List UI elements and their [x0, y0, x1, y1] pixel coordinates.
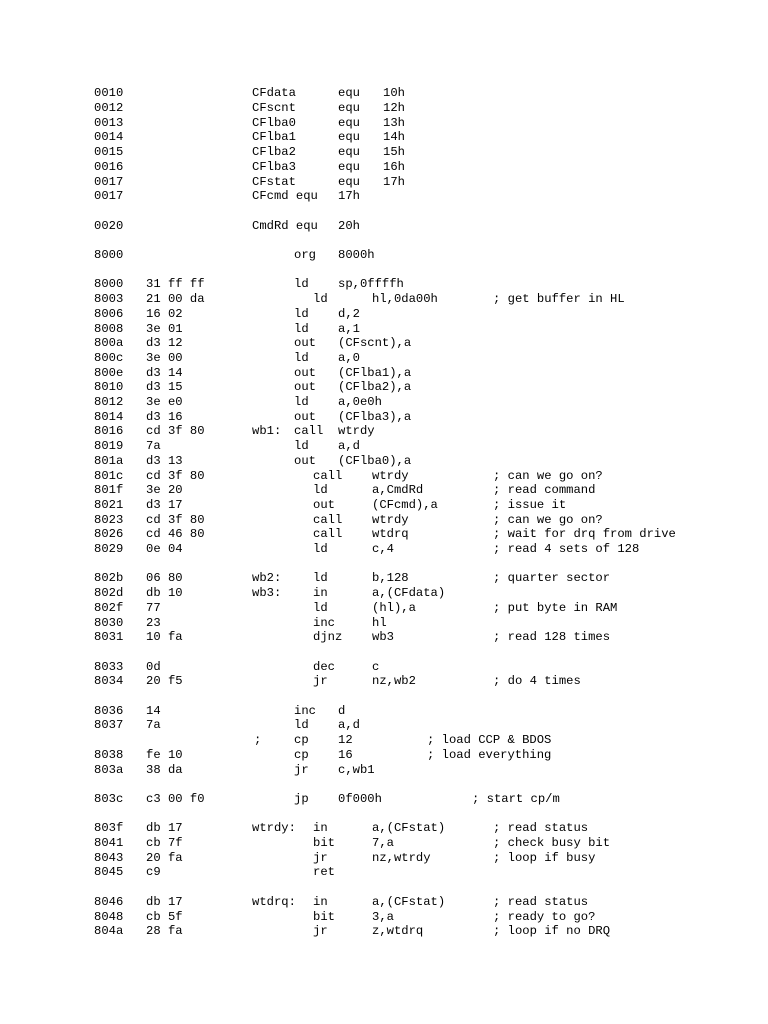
line-arg: (hl),a	[372, 600, 416, 615]
listing-line	[0, 674, 768, 689]
line-addr: 0015	[94, 145, 124, 160]
line-addr: 8014	[94, 409, 124, 424]
line-cmt: ; load everything	[427, 747, 552, 762]
line-op: call	[294, 424, 324, 439]
listing-line	[0, 160, 768, 175]
line-code: cd 3f 80	[146, 424, 205, 439]
line-addr: 8046	[94, 894, 124, 909]
line-code: 14	[146, 703, 161, 718]
line-cmt: ; quarter sector	[493, 571, 611, 586]
line-arg: 10h	[383, 86, 405, 101]
line-addr: 800c	[94, 350, 124, 365]
line-op: ld	[294, 350, 309, 365]
line-addr: 0010	[94, 86, 124, 101]
line-op: ld	[294, 439, 309, 454]
listing-line	[0, 571, 768, 586]
line-code: cd 46 80	[146, 527, 205, 542]
line-cmt: ; read 4 sets of 128	[493, 542, 640, 556]
line-addr: 8043	[94, 850, 124, 865]
line-op: jr	[313, 924, 328, 939]
line-label: wtrdy:	[252, 821, 296, 836]
line-op: ld	[294, 306, 309, 321]
line-arg: hl,0da00h	[372, 292, 438, 307]
line-addr: 8016	[94, 424, 124, 439]
line-op: bit	[313, 909, 335, 924]
listing-line	[0, 821, 768, 836]
line-cmt: ; read status	[493, 821, 589, 836]
line-arg: 13h	[383, 115, 405, 130]
line-addr: 0012	[94, 101, 124, 115]
line-arg: 8000h	[338, 248, 375, 262]
line-op: out	[294, 380, 316, 395]
line-addr: 0016	[94, 159, 124, 174]
line-arg: (CFlba1),a	[338, 365, 412, 380]
listing-line	[0, 483, 768, 498]
line-label: CFlba2	[252, 145, 296, 160]
line-addr: 8041	[94, 836, 124, 850]
listing-line	[0, 910, 768, 925]
line-op: equ	[338, 101, 360, 115]
line-op: ld	[294, 718, 309, 733]
line-arg: (CFlba3),a	[338, 409, 412, 424]
line-cmt: ; load CCP & BDOS	[427, 733, 552, 748]
line-addr: 0013	[94, 115, 124, 130]
line-op: ld	[294, 277, 309, 292]
line-op: org	[294, 248, 316, 262]
line-addr: 8019	[94, 439, 124, 454]
line-arg: 12h	[383, 101, 405, 115]
line-op: equ	[338, 159, 360, 174]
listing-line	[0, 792, 768, 807]
listing-line	[0, 865, 768, 880]
line-addr: 8034	[94, 674, 124, 689]
line-op: ld	[294, 321, 309, 336]
listing-line	[0, 601, 768, 616]
listing-line	[0, 630, 768, 645]
line-arg: (CFscnt),a	[338, 336, 412, 351]
line-arg: a,(CFstat)	[372, 821, 446, 836]
listing-line	[0, 718, 768, 733]
line-addr: 8026	[94, 527, 124, 542]
line-arg: hl	[372, 615, 387, 630]
line-code: 28 fa	[146, 924, 183, 939]
line-addr: 8000	[94, 277, 124, 292]
line-addr: 8031	[94, 630, 124, 645]
line-addr: 8006	[94, 306, 124, 321]
line-cmt: ; read status	[493, 894, 589, 909]
line-arg: (CFlba0),a	[338, 453, 412, 468]
line-op: ld	[313, 571, 328, 586]
listing-line	[0, 542, 768, 557]
line-cmt: ; do 4 times	[493, 674, 581, 689]
line-code: 16 02	[146, 306, 183, 321]
line-label: wtdrq:	[252, 894, 296, 909]
listing-line	[0, 277, 768, 292]
line-addr: 0017	[94, 189, 124, 204]
listing-line	[0, 248, 768, 263]
line-code: 0d	[146, 659, 161, 674]
line-addr: 8012	[94, 395, 124, 409]
line-op: inc	[313, 615, 335, 630]
line-op: out	[294, 453, 316, 468]
line-label: CFlba1	[252, 130, 296, 145]
listing-line	[0, 748, 768, 763]
line-code: db 10	[146, 586, 183, 601]
line-code: cd 3f 80	[146, 468, 205, 483]
line-label: CFcmd equ	[252, 189, 318, 204]
line-addr: 801c	[94, 468, 124, 483]
line-op: equ	[338, 130, 360, 145]
line-arg: wtrdy	[338, 424, 375, 439]
line-arg: 16h	[383, 159, 405, 174]
listing-line	[0, 469, 768, 484]
line-label: wb3:	[252, 586, 282, 601]
line-addr: 8010	[94, 380, 124, 395]
line-addr: 8021	[94, 497, 124, 512]
line-op: jr	[313, 674, 328, 689]
line-op: call	[313, 527, 343, 542]
listing-line	[0, 763, 768, 778]
line-code: cd 3f 80	[146, 512, 205, 527]
listing-line	[0, 307, 768, 322]
line-op: equ	[338, 174, 360, 189]
listing-line	[0, 395, 768, 410]
line-code: 3e e0	[146, 395, 183, 409]
line-code: cb 7f	[146, 836, 183, 850]
line-arg: 14h	[383, 130, 405, 145]
line-op: out	[294, 365, 316, 380]
listing-line	[0, 895, 768, 910]
listing-line	[0, 86, 768, 101]
line-op: equ	[338, 86, 360, 101]
line-arg: c,wb1	[338, 762, 375, 777]
line-code: d3 15	[146, 380, 183, 395]
line-arg: z,wtdrq	[372, 924, 424, 939]
line-arg: wb3	[372, 630, 394, 645]
line-code: 38 da	[146, 762, 183, 777]
line-addr: 8038	[94, 747, 124, 762]
listing-line	[0, 660, 768, 675]
line-addr: 0020	[94, 218, 124, 233]
line-op: dec	[313, 659, 335, 674]
line-arg: 3,a	[372, 909, 394, 924]
line-arg: 7,a	[372, 836, 394, 850]
line-arg: d,2	[338, 306, 360, 321]
line-arg: 12	[338, 733, 353, 748]
line-addr: 803a	[94, 762, 124, 777]
line-code: 7a	[146, 439, 161, 454]
line-op: ld	[313, 600, 328, 615]
listing-line	[0, 380, 768, 395]
line-addr: 8030	[94, 615, 124, 630]
line-addr: 803c	[94, 791, 124, 806]
line-arg: nz,wtrdy	[372, 850, 431, 865]
line-label: wb1:	[252, 424, 282, 439]
line-label: CFstat	[252, 174, 296, 189]
line-op: cp	[294, 733, 309, 748]
line-cmt: ; read command	[493, 483, 596, 498]
line-arg: d	[338, 703, 346, 718]
line-addr: 8033	[94, 659, 124, 674]
listing-line	[0, 498, 768, 513]
line-op: out	[294, 409, 316, 424]
line-label: CFlba0	[252, 115, 296, 130]
line-arg: a,0	[338, 350, 360, 365]
line-arg: 17h	[383, 174, 405, 189]
line-arg: wtrdy	[372, 512, 409, 527]
line-cmt: ; issue it	[493, 497, 567, 512]
line-addr: 8000	[94, 248, 124, 262]
line-addr: 801f	[94, 483, 124, 498]
listing-line	[0, 704, 768, 719]
line-code: 3e 00	[146, 350, 183, 365]
line-addr: 801a	[94, 453, 124, 468]
line-code: fe 10	[146, 747, 183, 762]
listing-line	[0, 322, 768, 337]
line-op: jr	[313, 850, 328, 865]
line-label: wb2:	[252, 571, 282, 586]
line-cmt: ; can we go on?	[493, 468, 603, 483]
line-cmt: ; ready to go?	[493, 909, 596, 924]
line-code: 0e 04	[146, 542, 183, 556]
line-code: 3e 20	[146, 483, 183, 498]
line-cmt: ; get buffer in HL	[493, 292, 625, 307]
line-code: d3 14	[146, 365, 183, 380]
line-op: jr	[294, 762, 309, 777]
line-op: call	[313, 468, 343, 483]
listing-line	[0, 189, 768, 204]
line-op: out	[294, 336, 316, 351]
line-op: ld	[313, 542, 328, 556]
listing-line	[0, 439, 768, 454]
line-addr: 8048	[94, 909, 124, 924]
line-op: out	[313, 497, 335, 512]
line-label: CFscnt	[252, 101, 296, 115]
line-arg: a,CmdRd	[372, 483, 424, 498]
line-cmt: ; wait for drq from drive	[493, 527, 676, 542]
line-cmt: ; can we go on?	[493, 512, 603, 527]
listing-line	[0, 513, 768, 528]
line-code: d3 13	[146, 453, 183, 468]
listing-line	[0, 130, 768, 145]
line-addr: 8008	[94, 321, 124, 336]
line-arg: a,(CFdata)	[372, 586, 446, 601]
line-arg: a,1	[338, 321, 360, 336]
line-code: 20 f5	[146, 674, 183, 689]
line-arg: 16	[338, 747, 353, 762]
listing-line	[0, 292, 768, 307]
line-addr: 800e	[94, 365, 124, 380]
line-addr: 802d	[94, 586, 124, 601]
line-addr: 8045	[94, 865, 124, 880]
line-code: 7a	[146, 718, 161, 733]
line-code: 06 80	[146, 571, 183, 586]
listing-line	[0, 101, 768, 116]
line-code: d3 12	[146, 336, 183, 351]
line-arg: b,128	[372, 571, 409, 586]
line-addr: 8037	[94, 718, 124, 733]
line-cmt: ; check busy bit	[493, 836, 611, 850]
line-label: CmdRd equ	[252, 218, 318, 233]
line-op: equ	[338, 115, 360, 130]
line-arg: 15h	[383, 145, 405, 160]
line-op: jp	[294, 791, 309, 806]
line-cmt: ; put byte in RAM	[493, 600, 618, 615]
line-op: bit	[313, 836, 335, 850]
line-addr: 0014	[94, 130, 124, 145]
listing-line	[0, 410, 768, 425]
line-op: ret	[313, 865, 335, 880]
line-addr: 8003	[94, 292, 124, 307]
listing-line	[0, 116, 768, 131]
line-label: CFdata	[252, 86, 296, 101]
line-arg: a,d	[338, 718, 360, 733]
line-code: d3 17	[146, 497, 183, 512]
listing-line	[0, 616, 768, 631]
line-addr: 802f	[94, 600, 124, 615]
line-code: db 17	[146, 821, 183, 836]
line-addr: 803f	[94, 821, 124, 836]
listing-line	[0, 175, 768, 190]
line-addr: 800a	[94, 336, 124, 351]
line-op: ld	[313, 483, 328, 498]
line-addr: 804a	[94, 924, 124, 939]
line-code: 31 ff ff	[146, 277, 205, 292]
line-addr: 8036	[94, 703, 124, 718]
line-addr: 8029	[94, 542, 124, 556]
line-cmt: ; read 128 times	[493, 630, 611, 645]
line-arg: a,d	[338, 439, 360, 454]
listing-line	[0, 733, 768, 748]
line-arg: 20h	[338, 218, 360, 233]
line-arg: 0f000h	[338, 791, 382, 806]
line-code: d3 16	[146, 409, 183, 424]
listing-line	[0, 851, 768, 866]
line-addr: 8023	[94, 512, 124, 527]
line-addr: 802b	[94, 571, 124, 586]
listing-line	[0, 336, 768, 351]
listing-line	[0, 351, 768, 366]
line-arg: c	[372, 659, 380, 674]
listing-line	[0, 527, 768, 542]
line-arg: 17h	[338, 189, 360, 204]
line-code: 3e 01	[146, 321, 183, 336]
line-op: call	[313, 512, 343, 527]
line-op: in	[313, 586, 328, 601]
line-code: 20 fa	[146, 850, 183, 865]
line-arg: sp,0ffffh	[338, 277, 404, 292]
listing-line	[0, 424, 768, 439]
line-code: c3 00 f0	[146, 791, 205, 806]
line-arg: nz,wb2	[372, 674, 416, 689]
line-op: in	[313, 894, 328, 909]
line-code: c9	[146, 865, 161, 880]
line-code: cb 5f	[146, 909, 183, 924]
listing-line	[0, 836, 768, 851]
line-arg: (CFcmd),a	[372, 497, 438, 512]
line-addr: 0017	[94, 174, 124, 189]
line-arg: a,(CFstat)	[372, 894, 446, 909]
line-arg: wtdrq	[372, 527, 409, 542]
line-code: 21 00 da	[146, 292, 205, 307]
listing-line	[0, 145, 768, 160]
line-arg: wtrdy	[372, 468, 409, 483]
line-arg: c,4	[372, 542, 394, 556]
line-op: equ	[338, 145, 360, 160]
line-cmt: ; start cp/m	[472, 791, 560, 806]
line-arg: a,0e0h	[338, 395, 382, 409]
listing-line	[0, 366, 768, 381]
listing-line	[0, 924, 768, 939]
line-op: ld	[313, 292, 328, 307]
line-op: in	[313, 821, 328, 836]
line-op: djnz	[313, 630, 343, 645]
line-label: CFlba3	[252, 159, 296, 174]
listing-line	[0, 454, 768, 469]
line-op: inc	[294, 703, 316, 718]
line-cmt: ; loop if no DRQ	[493, 924, 611, 939]
line-op: ld	[294, 395, 309, 409]
listing-line	[0, 586, 768, 601]
line-code: 23	[146, 615, 161, 630]
line-cmt: ; loop if busy	[493, 850, 596, 865]
line-arg: (CFlba2),a	[338, 380, 412, 395]
line-label: ;	[254, 733, 262, 748]
line-code: 77	[146, 600, 161, 615]
line-op: cp	[294, 747, 309, 762]
listing-line	[0, 219, 768, 234]
line-code: db 17	[146, 894, 183, 909]
line-code: 10 fa	[146, 630, 183, 645]
